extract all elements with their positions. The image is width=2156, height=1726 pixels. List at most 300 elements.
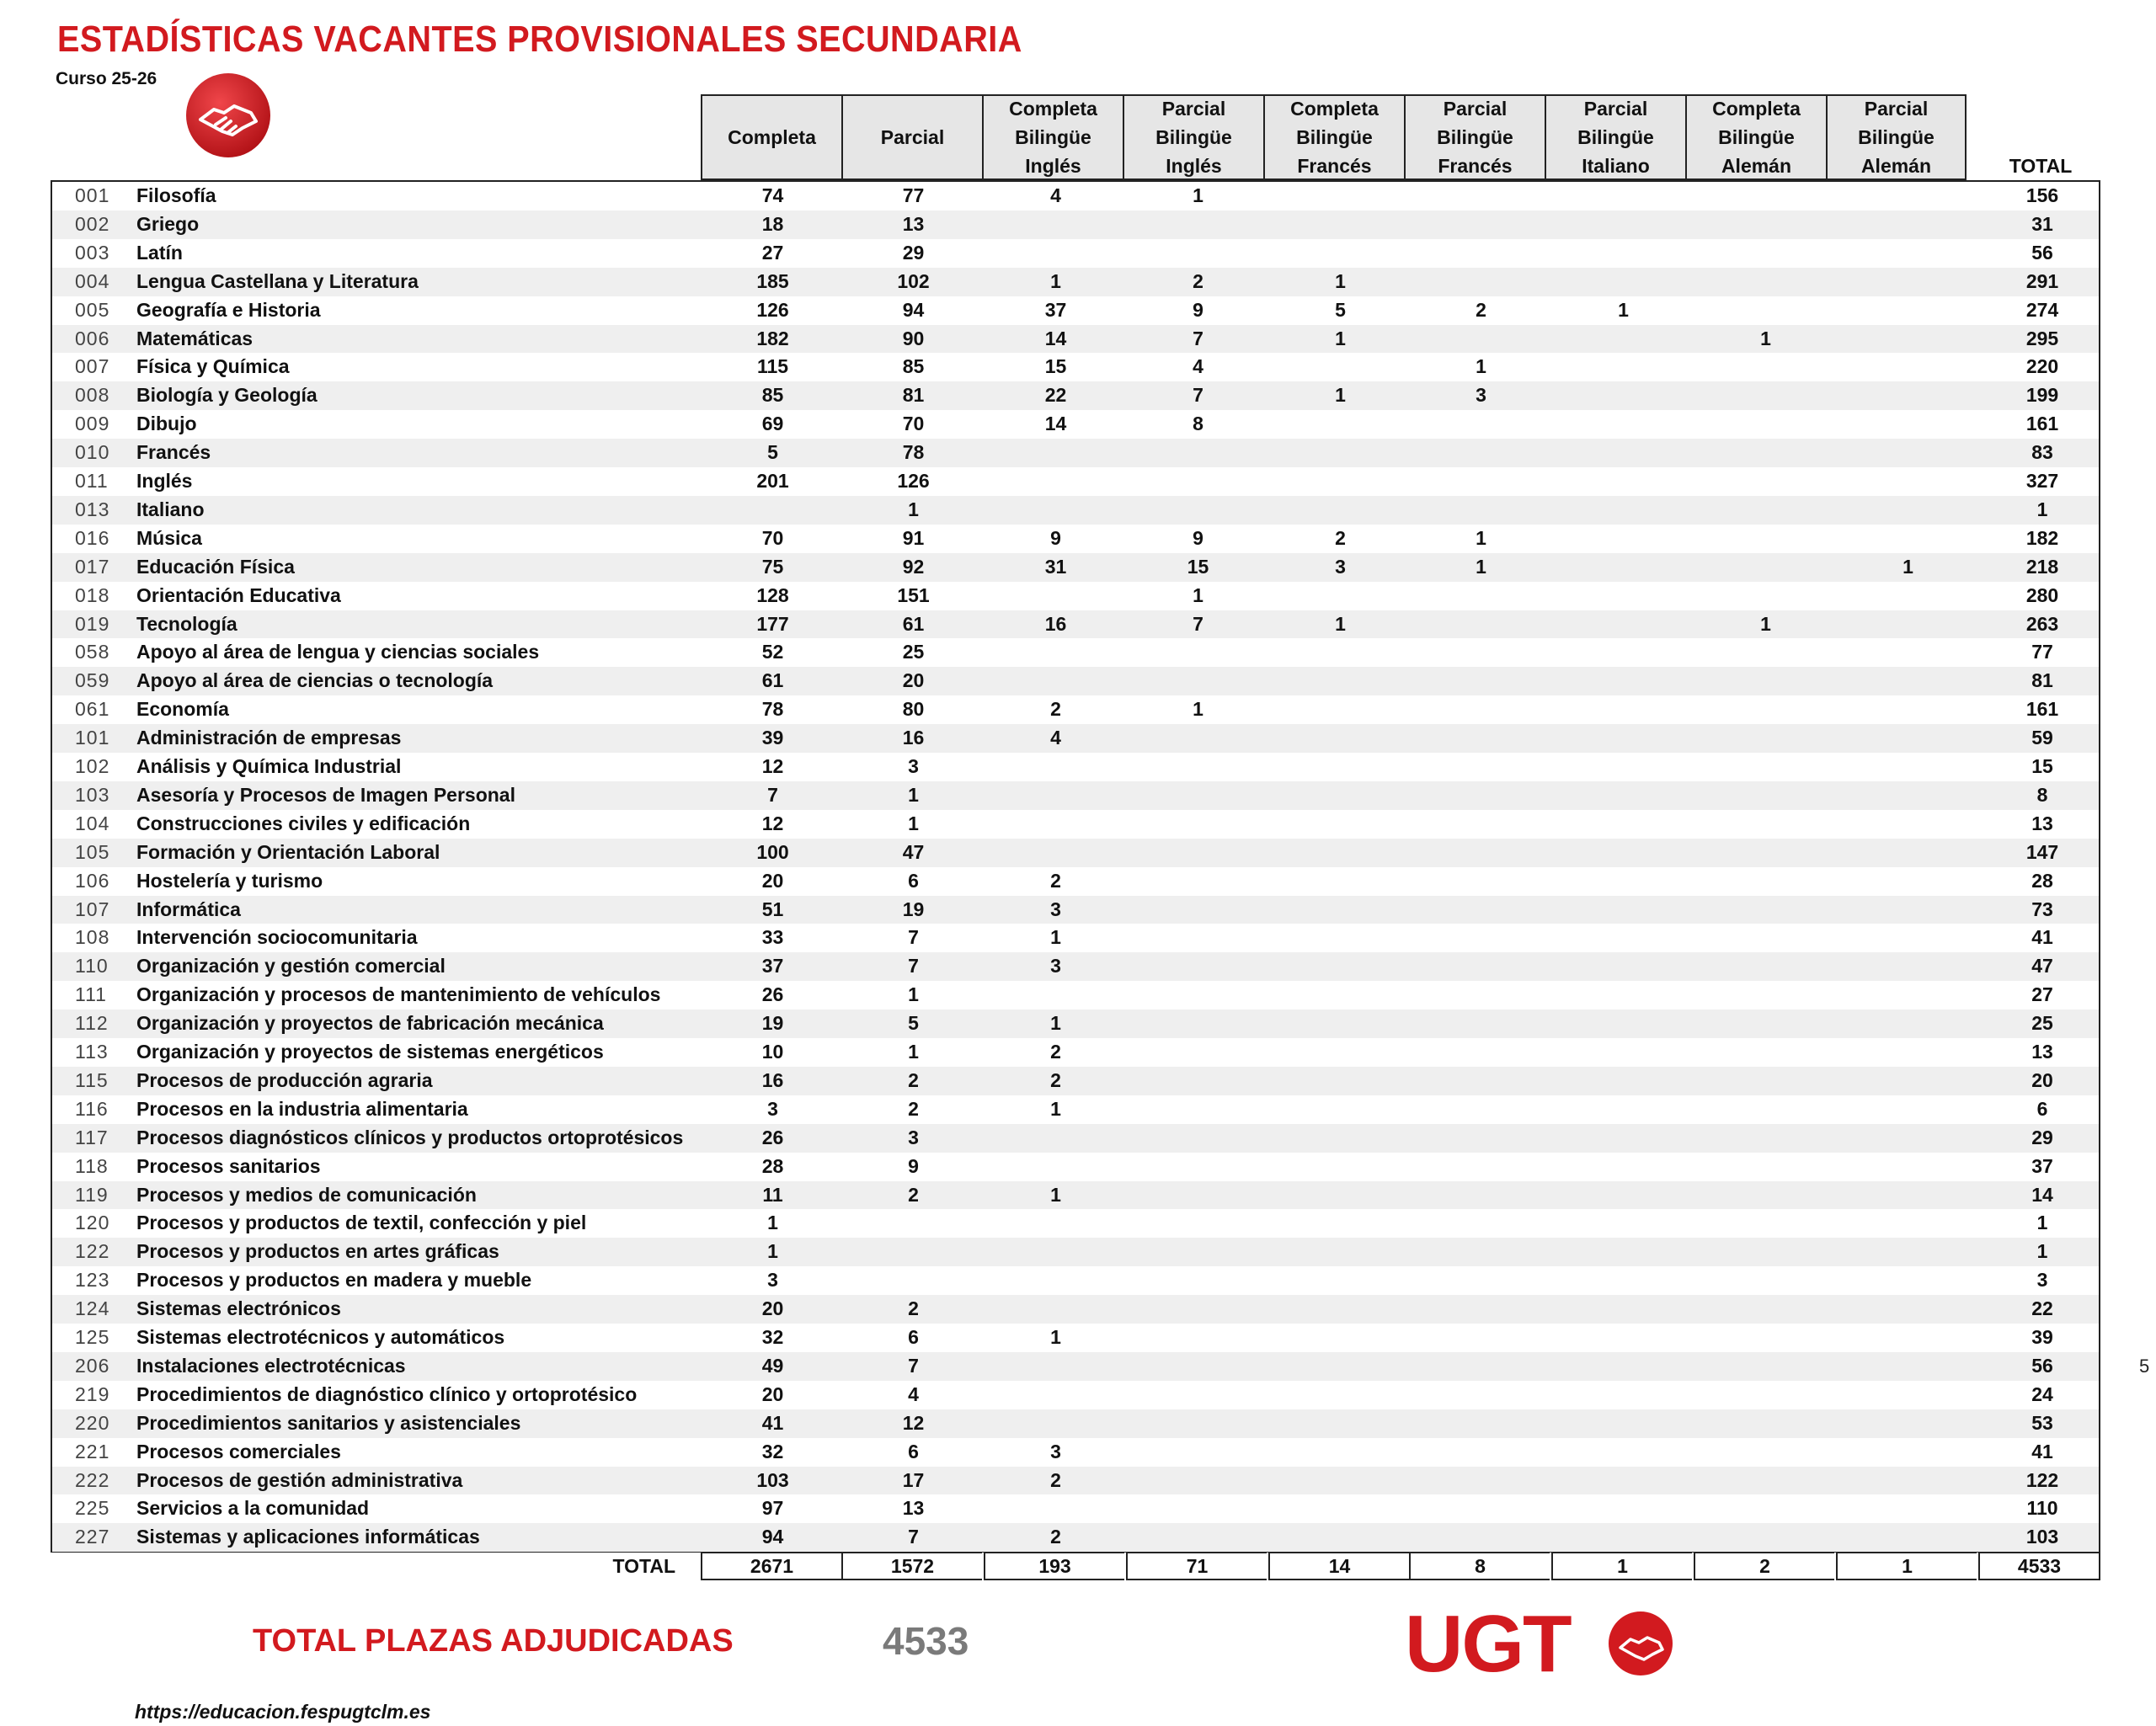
specialty-name: Servicios a la comunidad <box>136 1497 370 1520</box>
cell-value <box>1128 1523 1268 1552</box>
column-header-line: Completa <box>728 126 816 148</box>
cell-value: 1 <box>1903 555 1913 578</box>
table-row <box>52 724 2099 753</box>
specialty-name: Procesos y medios de comunicación <box>136 1183 477 1206</box>
specialty-code: 102 <box>75 755 110 777</box>
cell-value: 9 <box>1193 526 1203 549</box>
table-row <box>52 810 2099 839</box>
cell-value <box>1128 1352 1268 1381</box>
cell-value <box>843 1266 984 1295</box>
cell-value <box>1695 182 1836 210</box>
cell-value <box>985 1494 1126 1523</box>
row-total: 161 <box>2025 698 2059 721</box>
cell-value <box>1270 1523 1411 1552</box>
cell-value <box>1695 381 1836 410</box>
cell-value <box>1695 1209 1836 1238</box>
cell-value: 1 <box>1335 327 1346 349</box>
cell-value <box>1695 952 1836 981</box>
cell-value <box>985 467 1126 496</box>
cell-value <box>1128 1238 1268 1266</box>
cell-value <box>1411 1467 1551 1495</box>
cell-value <box>1411 867 1551 896</box>
table-row <box>52 1209 2099 1238</box>
specialty-name: Francés <box>136 441 211 464</box>
table-row <box>52 1095 2099 1124</box>
table-row <box>52 1324 2099 1352</box>
cell-value <box>1128 952 1268 981</box>
row-total: 28 <box>2031 869 2053 892</box>
cell-value <box>1695 553 1836 582</box>
cell-value: 1 <box>1193 184 1203 206</box>
table-row <box>52 1038 2099 1067</box>
cell-value <box>1553 839 1694 867</box>
specialty-name: Orientación Educativa <box>136 583 341 606</box>
table-row <box>52 467 2099 496</box>
cell-value: 1 <box>1193 583 1203 606</box>
specialty-name: Sistemas y aplicaciones informáticas <box>136 1526 480 1548</box>
cell-value <box>1128 239 1268 268</box>
table-row <box>52 381 2099 410</box>
specialty-name: Organización y proyectos de sistemas energéticos <box>136 1041 604 1063</box>
row-total: 22 <box>2031 1297 2053 1320</box>
cell-value <box>1553 1324 1694 1352</box>
cell-value <box>1838 1153 1978 1181</box>
row-total: 327 <box>2025 470 2059 492</box>
specialty-code: 124 <box>75 1297 110 1320</box>
table-row <box>52 582 2099 610</box>
specialty-code: 005 <box>75 298 110 321</box>
cell-value <box>1128 810 1268 839</box>
cell-value: 185 <box>756 269 789 292</box>
cell-value: 7 <box>767 783 778 806</box>
specialty-code: 003 <box>75 241 110 264</box>
cell-value: 4 <box>908 1382 919 1405</box>
cell-value: 177 <box>756 612 789 635</box>
cell-value <box>1411 1181 1551 1210</box>
cell-value: 2 <box>908 1183 919 1206</box>
cell-value <box>985 1295 1126 1324</box>
row-total: 161 <box>2025 413 2059 435</box>
specialty-code: 061 <box>75 698 110 721</box>
cell-value: 12 <box>761 812 784 834</box>
column-header-line: Completa <box>1712 98 1801 120</box>
specialty-name: Apoyo al área de lengua y ciencias sociales <box>136 641 540 663</box>
cell-value <box>1695 867 1836 896</box>
table-row <box>52 638 2099 667</box>
cell-value: 61 <box>902 612 925 635</box>
cell-value <box>1695 1067 1836 1095</box>
row-total: 56 <box>2031 241 2053 264</box>
cell-value <box>1553 1494 1694 1523</box>
cell-value <box>1411 1438 1551 1467</box>
cell-value <box>985 1238 1126 1266</box>
cell-value: 1 <box>1050 1183 1061 1206</box>
cell-value <box>1128 867 1268 896</box>
totals-label: TOTAL <box>612 1555 675 1577</box>
cell-value: 52 <box>761 641 784 663</box>
cell-value <box>1411 1209 1551 1238</box>
cell-value: 8 <box>1193 413 1203 435</box>
row-total: 15 <box>2031 755 2053 777</box>
table-row <box>52 239 2099 268</box>
total-cell: 1 <box>1551 1552 1692 1580</box>
table-row <box>52 839 2099 867</box>
specialty-code: 115 <box>75 1068 109 1091</box>
column-header-line: Inglés <box>1166 155 1222 177</box>
cell-value <box>1411 410 1551 439</box>
cell-value <box>1270 439 1411 467</box>
cell-value <box>1695 239 1836 268</box>
row-total: 1 <box>2036 1212 2048 1234</box>
cell-value <box>1838 1324 1978 1352</box>
cell-value <box>1553 553 1694 582</box>
specialty-code: 103 <box>75 783 110 806</box>
cell-value <box>1553 1181 1694 1210</box>
cell-value <box>1270 781 1411 810</box>
cell-value: 85 <box>902 355 925 378</box>
specialty-name: Geografía e Historia <box>136 298 321 321</box>
table-row <box>52 1009 2099 1038</box>
cell-value <box>985 981 1126 1009</box>
cell-value <box>985 667 1126 695</box>
cell-value <box>1553 781 1694 810</box>
cell-value <box>1695 1523 1836 1552</box>
cell-value <box>1838 381 1978 410</box>
column-header <box>982 94 1123 180</box>
row-total: 39 <box>2031 1326 2053 1348</box>
cell-value: 22 <box>1044 384 1067 407</box>
course-subtitle: Curso 25-26 <box>56 69 157 88</box>
cell-value: 47 <box>902 840 925 863</box>
cell-value <box>1411 896 1551 924</box>
cell-value: 11 <box>762 1183 783 1206</box>
row-total: 13 <box>2031 812 2053 834</box>
specialty-name: Procesos de producción agraria <box>136 1068 433 1091</box>
specialty-code: 117 <box>75 1126 109 1148</box>
cell-value: 2 <box>908 1097 919 1120</box>
cell-value <box>1695 210 1836 239</box>
row-total: 29 <box>2031 1126 2053 1148</box>
cell-value <box>1695 1438 1836 1467</box>
table-row <box>52 1067 2099 1095</box>
cell-value: 6 <box>908 869 919 892</box>
cell-value: 1 <box>908 983 919 1006</box>
cell-value <box>1553 896 1694 924</box>
cell-value <box>985 638 1126 667</box>
cell-value <box>1838 210 1978 239</box>
row-total: 47 <box>2031 955 2053 978</box>
specialty-name: Procesos comerciales <box>136 1440 341 1462</box>
cell-value <box>1553 1352 1694 1381</box>
cell-value: 9 <box>908 1154 919 1177</box>
cell-value <box>1838 525 1978 553</box>
cell-value <box>1838 1009 1978 1038</box>
ugt-logo-icon <box>1405 1604 1674 1680</box>
specialty-name: Formación y Orientación Laboral <box>136 840 440 863</box>
cell-value <box>1270 1153 1411 1181</box>
cell-value: 1 <box>1335 384 1346 407</box>
total-cell: 8 <box>1409 1552 1550 1580</box>
table-row <box>52 867 2099 896</box>
column-header <box>1545 94 1685 180</box>
cell-value <box>702 496 843 525</box>
cell-value <box>1838 896 1978 924</box>
cell-value <box>1838 1523 1978 1552</box>
row-total: 77 <box>2031 641 2053 663</box>
specialty-code: 227 <box>75 1526 110 1548</box>
cell-value: 19 <box>761 1012 784 1035</box>
cell-value: 37 <box>1044 298 1067 321</box>
cell-value <box>1270 1467 1411 1495</box>
cell-value: 16 <box>761 1068 784 1091</box>
cell-value <box>1695 353 1836 381</box>
cell-value <box>1270 1095 1411 1124</box>
cell-value <box>1838 952 1978 981</box>
cell-value <box>1695 1095 1836 1124</box>
cell-value <box>1411 1295 1551 1324</box>
cell-value: 6 <box>908 1326 919 1348</box>
column-header <box>1826 94 1967 180</box>
cell-value <box>1838 239 1978 268</box>
cell-value <box>1270 1266 1411 1295</box>
cell-value: 3 <box>767 1097 778 1120</box>
specialty-name: Biología y Geología <box>136 384 318 407</box>
cell-value: 4 <box>1050 727 1061 749</box>
cell-value <box>1411 239 1551 268</box>
cell-value: 70 <box>902 413 925 435</box>
cell-value <box>1695 1266 1836 1295</box>
cell-value: 3 <box>1050 1440 1061 1462</box>
table-row <box>52 896 2099 924</box>
table-row <box>52 753 2099 781</box>
cell-value: 61 <box>761 669 784 692</box>
cell-value: 1 <box>1050 1326 1061 1348</box>
specialty-code: 220 <box>75 1411 110 1434</box>
cell-value <box>1553 1467 1694 1495</box>
cell-value <box>985 582 1126 610</box>
cell-value <box>843 1209 984 1238</box>
cell-value <box>1270 182 1411 210</box>
cell-value <box>1838 1038 1978 1067</box>
cell-value: 16 <box>902 727 925 749</box>
specialty-name: Economía <box>136 698 229 721</box>
specialty-code: 013 <box>75 498 110 520</box>
cell-value <box>1838 1381 1978 1409</box>
row-total: 53 <box>2031 1411 2053 1434</box>
specialty-code: 123 <box>75 1269 110 1292</box>
column-header-line: Alemán <box>1860 155 1932 177</box>
specialty-name: Dibujo <box>136 413 197 435</box>
cell-value <box>1128 981 1268 1009</box>
row-total: 20 <box>2031 1068 2053 1091</box>
column-header-line: Bilingüe <box>1437 126 1513 148</box>
cell-value: 78 <box>902 441 925 464</box>
cell-value <box>1270 867 1411 896</box>
specialty-name: Organización y gestión comercial <box>136 955 446 978</box>
cell-value <box>1270 638 1411 667</box>
cell-value <box>1270 1295 1411 1324</box>
specialty-name: Asesoría y Procesos de Imagen Personal <box>136 783 515 806</box>
specialty-name: Administración de empresas <box>136 727 402 749</box>
cell-value <box>1553 496 1694 525</box>
cell-value: 5 <box>908 1012 919 1035</box>
cell-value: 32 <box>761 1440 784 1462</box>
table-row <box>52 924 2099 952</box>
cell-value <box>1553 1523 1694 1552</box>
cell-value <box>1270 810 1411 839</box>
cell-value <box>1695 296 1836 325</box>
table-row <box>52 610 2099 639</box>
cell-value <box>1270 667 1411 695</box>
cell-value: 15 <box>1044 355 1067 378</box>
cell-value: 102 <box>897 269 930 292</box>
specialty-code: 106 <box>75 869 110 892</box>
cell-value <box>1553 724 1694 753</box>
cell-value <box>1838 439 1978 467</box>
cell-value <box>1838 1181 1978 1210</box>
cell-value: 7 <box>908 1354 919 1377</box>
specialty-code: 010 <box>75 441 110 464</box>
cell-value <box>1411 1381 1551 1409</box>
cell-value <box>1838 638 1978 667</box>
specialty-code: 125 <box>75 1326 110 1348</box>
column-header-line: Francés <box>1438 155 1513 177</box>
table-row <box>52 525 2099 553</box>
table-row <box>52 325 2099 354</box>
specialty-name: Instalaciones electrotécnicas <box>136 1354 406 1377</box>
specialty-name: Organización y proyectos de fabricación mecánica <box>136 1012 604 1035</box>
table-row <box>52 1381 2099 1409</box>
cell-value <box>1270 410 1411 439</box>
cell-value: 2 <box>1476 298 1486 321</box>
cell-value <box>1695 896 1836 924</box>
cell-value: 182 <box>756 327 789 349</box>
cell-value: 7 <box>908 1526 919 1548</box>
column-header-line: Bilingüe <box>1577 126 1654 148</box>
cell-value: 29 <box>902 241 925 264</box>
table-row <box>52 439 2099 467</box>
specialty-code: 017 <box>75 555 110 578</box>
cell-value <box>1838 410 1978 439</box>
total-cell: 1572 <box>841 1552 982 1580</box>
cell-value <box>1553 353 1694 381</box>
column-header-line: Parcial <box>880 126 945 148</box>
specialty-name: Música <box>136 526 202 549</box>
specialty-name: Italiano <box>136 498 205 520</box>
cell-value <box>1270 582 1411 610</box>
row-total: 8 <box>2036 783 2048 806</box>
table-row <box>52 553 2099 582</box>
cell-value <box>1128 1009 1268 1038</box>
row-total: 6 <box>2036 1097 2048 1120</box>
cell-value <box>843 1238 984 1266</box>
cell-value <box>1838 467 1978 496</box>
table-row <box>52 1352 2099 1381</box>
cell-value <box>1838 724 1978 753</box>
total-cell: 2671 <box>701 1552 841 1580</box>
cell-value <box>1411 1067 1551 1095</box>
column-header-line: Francés <box>1297 155 1372 177</box>
table-row <box>52 1467 2099 1495</box>
cell-value <box>1270 239 1411 268</box>
grand-total-cell: 4533 <box>1978 1552 2100 1580</box>
cell-value <box>1411 1494 1551 1523</box>
specialty-code: 059 <box>75 669 110 692</box>
cell-value <box>985 1266 1126 1295</box>
cell-value <box>1695 924 1836 952</box>
cell-value <box>1128 781 1268 810</box>
cell-value: 1 <box>908 783 919 806</box>
cell-value <box>1838 1494 1978 1523</box>
column-header-line: Bilingüe <box>1015 126 1091 148</box>
cell-value: 27 <box>761 241 784 264</box>
column-header <box>1685 94 1826 180</box>
cell-value: 1 <box>1476 555 1486 578</box>
cell-value <box>985 496 1126 525</box>
cell-value: 1 <box>908 498 919 520</box>
specialty-name: Informática <box>136 898 241 920</box>
specialty-code: 116 <box>75 1097 109 1120</box>
table-row <box>52 410 2099 439</box>
cell-value <box>1553 439 1694 467</box>
cell-value <box>1128 210 1268 239</box>
row-total: 14 <box>2031 1183 2053 1206</box>
cell-value: 3 <box>1050 898 1061 920</box>
table-row <box>52 667 2099 695</box>
cell-value: 80 <box>902 698 925 721</box>
cell-value: 3 <box>1335 555 1346 578</box>
cell-value <box>1695 1409 1836 1438</box>
specialty-name: Tecnología <box>136 612 237 635</box>
cell-value: 51 <box>761 898 784 920</box>
table-row <box>52 1523 2099 1552</box>
table-row <box>52 296 2099 325</box>
cell-value <box>1270 724 1411 753</box>
cell-value <box>1411 1238 1551 1266</box>
cell-value <box>1553 1209 1694 1238</box>
cell-value <box>1695 981 1836 1009</box>
specialty-code: 118 <box>75 1154 109 1177</box>
cell-value <box>1411 268 1551 296</box>
cell-value: 16 <box>1044 612 1067 635</box>
cell-value: 9 <box>1193 298 1203 321</box>
column-header-line: Parcial <box>1583 98 1648 120</box>
cell-value <box>1270 1181 1411 1210</box>
row-total: 280 <box>2025 583 2059 606</box>
total-cell: 193 <box>984 1552 1124 1580</box>
cell-value <box>1270 210 1411 239</box>
cell-value <box>985 1124 1126 1153</box>
row-total: 81 <box>2031 669 2053 692</box>
cell-value <box>1695 781 1836 810</box>
cell-value <box>1553 1266 1694 1295</box>
cell-value: 14 <box>1044 413 1067 435</box>
cell-value <box>1695 1124 1836 1153</box>
table-row <box>52 1409 2099 1438</box>
column-header-line: Completa <box>1009 98 1097 120</box>
cell-value <box>1411 210 1551 239</box>
cell-value <box>1128 1181 1268 1210</box>
row-total: 295 <box>2025 327 2059 349</box>
cell-value: 7 <box>1193 612 1203 635</box>
specialty-code: 225 <box>75 1497 110 1520</box>
table-row <box>52 981 2099 1009</box>
cell-value <box>1411 810 1551 839</box>
specialty-code: 008 <box>75 384 110 407</box>
cell-value <box>1695 439 1836 467</box>
cell-value <box>1553 239 1694 268</box>
specialty-name: Inglés <box>136 470 193 492</box>
